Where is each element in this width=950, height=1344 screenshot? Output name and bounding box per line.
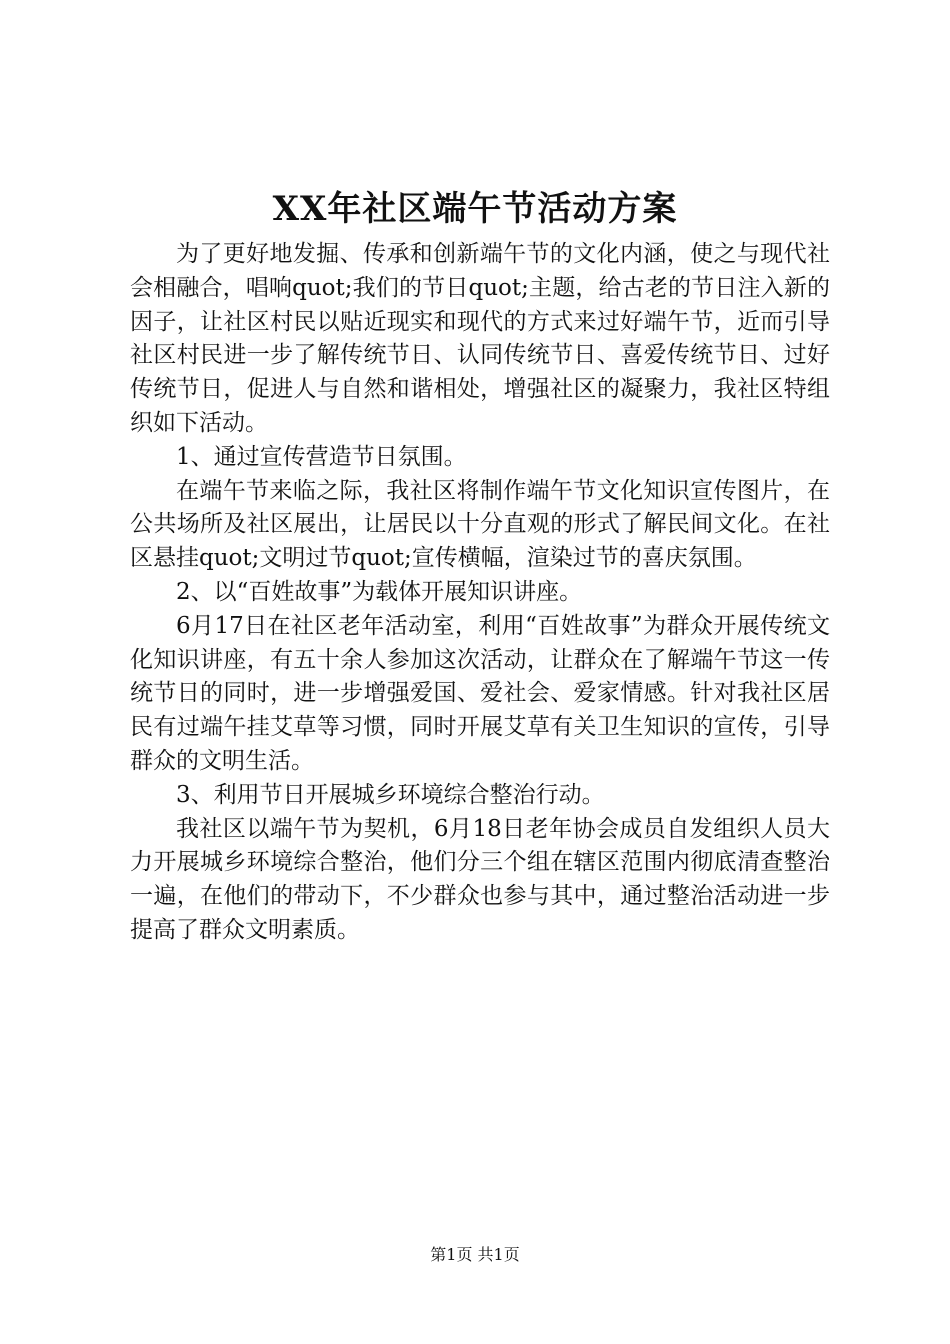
document-title: XX年社区端午节活动方案 (272, 189, 678, 229)
section-heading-1: 1、通过宣传营造节日氛围。 (176, 443, 467, 470)
section-heading-2: 2、以“百姓故事”为载体开展知识讲座。 (176, 578, 583, 605)
section-heading-3: 3、利用节日开展城乡环境综合整治行动。 (176, 781, 605, 808)
section-paragraph-1: 在端午节来临之际，我社区将制作端午节文化知识宣传图片，在公共场所及社区展出，让居民以十分直观的形式了解民间文化。在社区悬挂quot;文明过节quot;宣传横幅，渲染过节的喜庆氛围。 (130, 477, 830, 572)
page-footer: 第1页 共1页 (430, 1245, 520, 1264)
section-paragraph-2: 6月17日在社区老年活动室，利用“百姓故事”为群众开展传统文化知识讲座，有五十余人参加这次活动，让群众在了解端午节这一传统节日的同时，进一步增强爱国、爱社会、爱家情感。针对我社区居民有过端午挂艾草等习惯，同时开展艾草有关卫生知识的宣传，引导群众的文明生活。 (130, 612, 830, 774)
section-paragraph-3: 我社区以端午节为契机，6月18日老年协会成员自发组织人员大力开展城乡环境综合整治，他们分三个组在辖区范围内彻底清查整治一遍，在他们的带动下，不少群众也参与其中，通过整治活动进一步提高了群众文明素质。 (130, 815, 830, 943)
document-body (130, 238, 830, 948)
intro-paragraph: 为了更好地发掘、传承和创新端午节的文化内涵，使之与现代社会相融合，唱响quot;我们的节日quot;主题，给古老的节日注入新的因子，让社区村民以贴近现实和现代的方式来过好端午节，近而引导社区村民进一步了解传统节日、认同传统节日、喜爱传统节日、过好传统节日，促进人与自然和谐相处，增强社区的凝聚力，我社区特组织如下活动。 (130, 241, 830, 436)
